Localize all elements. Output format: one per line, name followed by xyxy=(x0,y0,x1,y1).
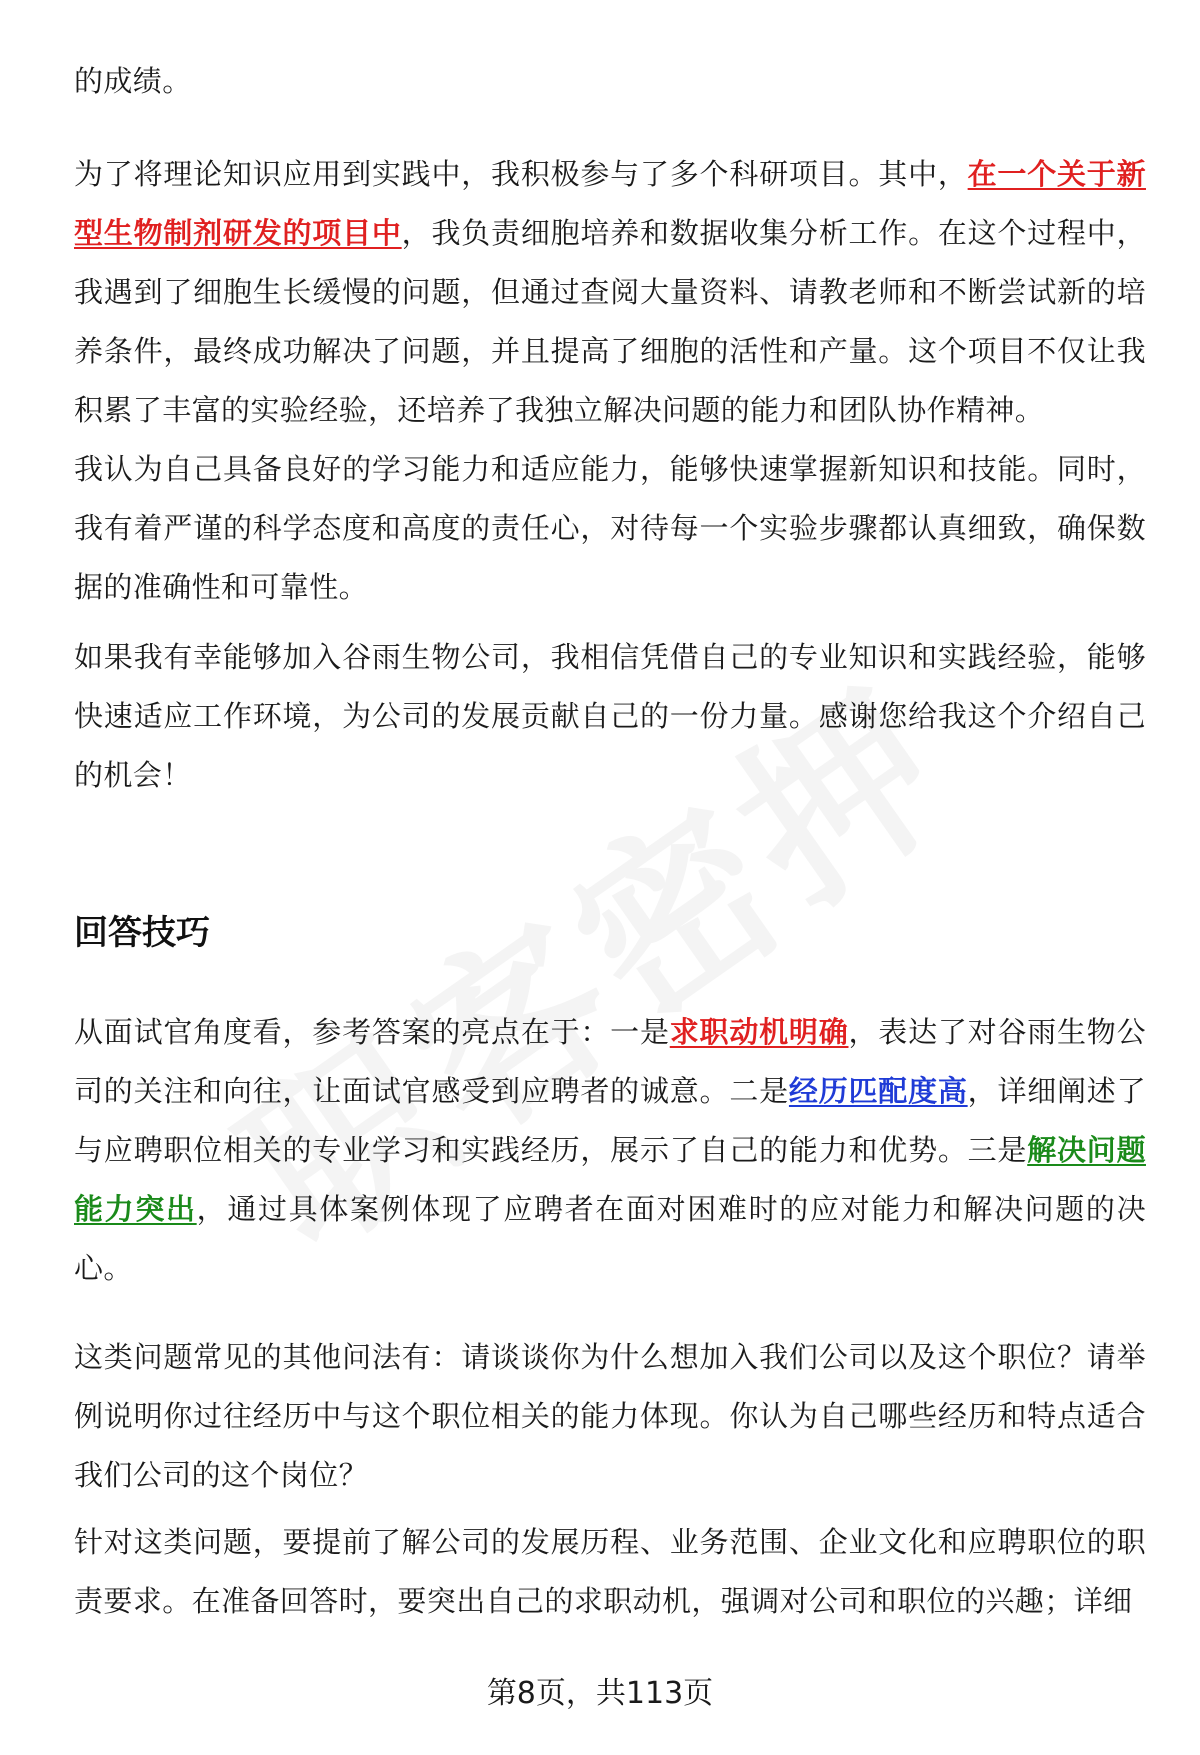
paragraph-3: 如果我有幸能够加入谷雨生物公司，我相信凭借自己的专业知识和实践经验，能够快速适应工作环境，为公司的发展贡献自己的一份力量。感谢您给我这个介绍自己的机会！ xyxy=(74,640,1146,792)
paragraph-1 xyxy=(74,145,1146,440)
paragraph-5: 这类问题常见的其他问法有：请谈谈你为什么想加入我们公司以及这个职位？请举例说明你过往经历中与这个职位相关的能力体现。你认为自己哪些经历和特点适合我们公司的这个岗位？ xyxy=(74,1340,1146,1492)
paragraph-0: 的成绩。 xyxy=(74,64,192,98)
highlight-experience: 经历匹配度高 xyxy=(788,1074,968,1108)
paragraph-4-b: ，表达了对谷雨生物公司的关注和向往，让面试官感受到应聘者的诚意。二是 xyxy=(74,1015,1146,1108)
highlight-project: 在一个关于新型生物制剂研发的项目中 xyxy=(74,157,1146,250)
paragraph-1-post: ，我负责细胞培养和数据收集分析工作。在这个过程中，我遇到了细胞生长缓慢的问题，但通过查阅大量资料、请教老师和不断尝试新的培养条件，最终成功解决了问题，并且提高了细胞的活性和产量。这个项目不仅让我积累了丰富的实验经验，还培养了我独立解决问题的能力和团队协作精神。 xyxy=(74,216,1146,427)
paragraph-4-c: ，详细阐述了与应聘职位相关的专业学习和实践经历，展示了自己的能力和优势。三是 xyxy=(74,1074,1146,1167)
highlight-problem-solving: 解决问题能力突出 xyxy=(74,1133,1146,1226)
paragraph-4-d: ，通过具体案例体现了应聘者在面对困难时的应对能力和解决问题的决心。 xyxy=(74,1192,1147,1285)
paragraph-2: 我认为自己具备良好的学习能力和适应能力，能够快速掌握新知识和技能。同时，我有着严谨的科学态度和高度的责任心，对待每一个实验步骤都认真细致，确保数据的准确性和可靠性。 xyxy=(74,452,1146,604)
page-number: 第8页，共113页 xyxy=(486,1676,714,1711)
section-heading: 回答技巧 xyxy=(74,913,210,953)
paragraph-4 xyxy=(74,1003,1146,1298)
paragraph-6: 针对这类问题，要提前了解公司的发展历程、业务范围、企业文化和应聘职位的职责要求。在准备回答时，要突出自己的求职动机，强调对公司和职位的兴趣；详细 xyxy=(74,1525,1146,1618)
paragraph-1-pre: 为了将理论知识应用到实践中，我积极参与了多个科研项目。其中， xyxy=(74,157,968,191)
paragraph-4-a: 从面试官角度看，参考答案的亮点在于：一是 xyxy=(74,1015,670,1049)
highlight-motivation: 求职动机明确 xyxy=(669,1015,849,1049)
